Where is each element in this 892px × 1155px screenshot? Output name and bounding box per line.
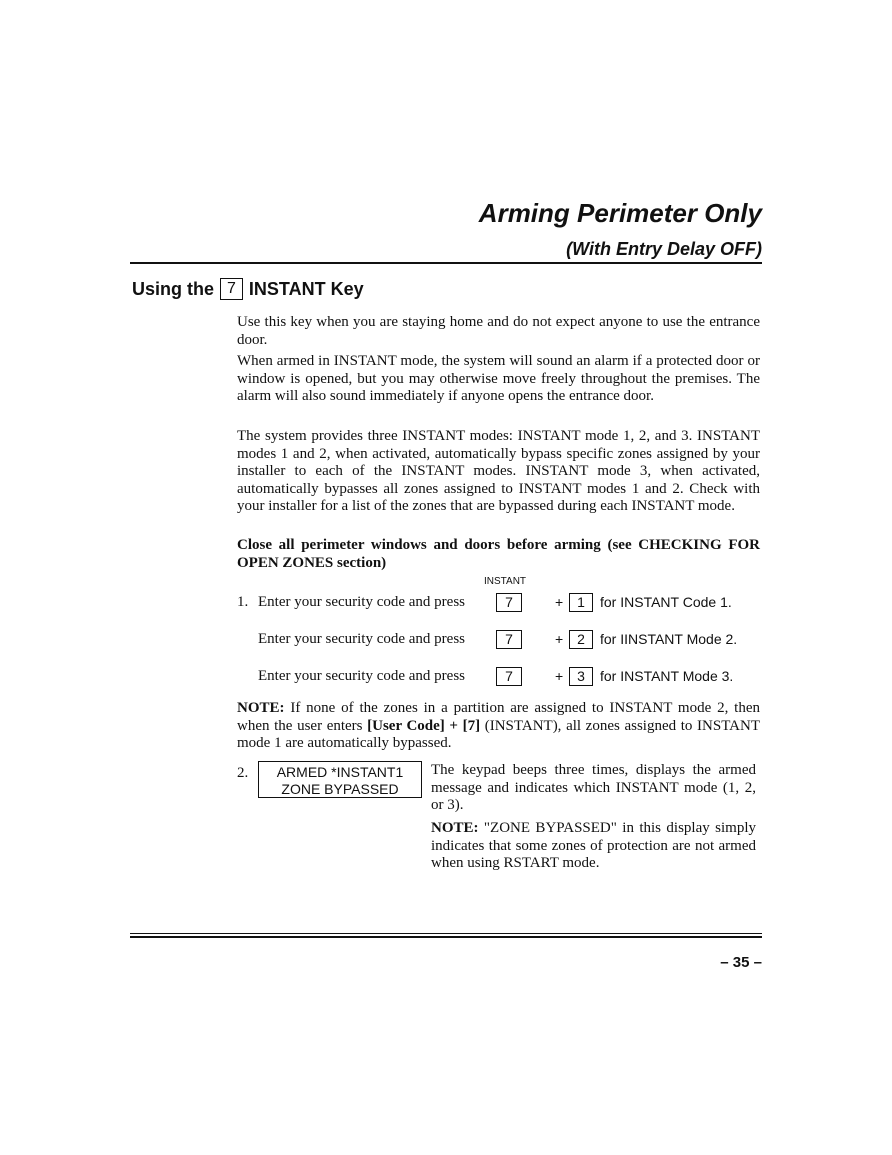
section-heading	[132, 278, 364, 300]
plus-sign: +	[555, 631, 564, 647]
step-text: Enter your security code and press	[258, 668, 466, 684]
paragraph-intro: Use this key when you are staying home and do not expect anyone to use the entrance door.	[237, 314, 760, 348]
step-row	[237, 667, 777, 687]
display-line-1: ARMED *INSTANT1	[276, 764, 404, 780]
key-1-box: 1	[569, 593, 593, 612]
note-instant-mode-2	[237, 700, 760, 753]
footer-divider	[130, 933, 762, 934]
key-7-box: 7	[496, 667, 522, 686]
section-suffix: INSTANT Key	[248, 278, 364, 299]
instant-key-label: INSTANT	[484, 576, 527, 587]
step-row	[237, 593, 777, 613]
note-text: "ZONE BYPASSED" in this display simply indicates that some zones of protection are not armed when using RSTART mode.	[431, 820, 756, 871]
step-number: 1.	[237, 594, 249, 610]
step-description: for IINSTANT Mode 2.	[600, 631, 738, 647]
paragraph-three-modes: The system provides three INSTANT modes: INSTANT mode 1, 2, and 3. INSTANT modes 1 and 2, when activated, automatically bypass specific zones assigned by your installer to each of the INSTANT modes. INSTANT mode 3, when activated, automatically bypasses all zones assigned to INSTANT modes 1 and 2. Check with your installer for a list of the zones that are bypassed during each INSTANT mode.	[237, 428, 760, 514]
note-bold: [User Code] + [7]	[367, 717, 481, 734]
plus-sign: +	[555, 668, 564, 684]
keypad-display	[258, 761, 422, 798]
step-row	[237, 630, 777, 650]
step2-description: The keypad beeps three times, displays the armed message and indicates which INSTANT mode (1, 2, or 3).	[431, 762, 756, 813]
key-2-box: 2	[569, 630, 593, 649]
note-label: NOTE:	[431, 820, 479, 836]
page-subtitle: (With Entry Delay OFF)	[566, 239, 762, 259]
page-title: Arming Perimeter Only	[478, 198, 762, 228]
plus-sign: +	[555, 594, 564, 610]
step-text: Enter your security code and press	[258, 631, 466, 647]
key-7-box: 7	[220, 278, 243, 300]
note-text-1: If none of the zones in a partition are assigned to INSTANT mode 2, then when the user enters	[237, 700, 760, 734]
page-number: – 35 –	[720, 954, 762, 971]
header-divider	[130, 262, 762, 264]
step-description: for INSTANT Code 1.	[600, 594, 732, 610]
note-label: NOTE:	[237, 700, 285, 716]
section-prefix: Using the	[132, 278, 215, 299]
note-text-2: (INSTANT), all zones assigned to INSTANT mode 1 are automatically bypassed.	[237, 717, 761, 751]
step-description: for INSTANT Mode 3.	[600, 668, 734, 684]
footer-divider	[130, 936, 762, 938]
key-7-box: 7	[496, 593, 522, 612]
step-text: Enter your security code and press	[258, 594, 466, 610]
display-line-2: ZONE BYPASSED	[281, 781, 399, 797]
key-3-box: 3	[569, 667, 593, 686]
paragraph-close-windows: Close all perimeter windows and doors before arming (see CHECKING FOR OPEN ZONES section)	[237, 537, 760, 571]
paragraph-instant-mode: When armed in INSTANT mode, the system will sound an alarm if a protected door or window is opened, but you may otherwise move freely throughout the premises. The alarm will also sound immediately if anyone opens the entrance door.	[237, 353, 760, 404]
key-7-box: 7	[496, 630, 522, 649]
note-zone-bypassed	[431, 820, 756, 873]
step-number: 2.	[237, 765, 249, 781]
